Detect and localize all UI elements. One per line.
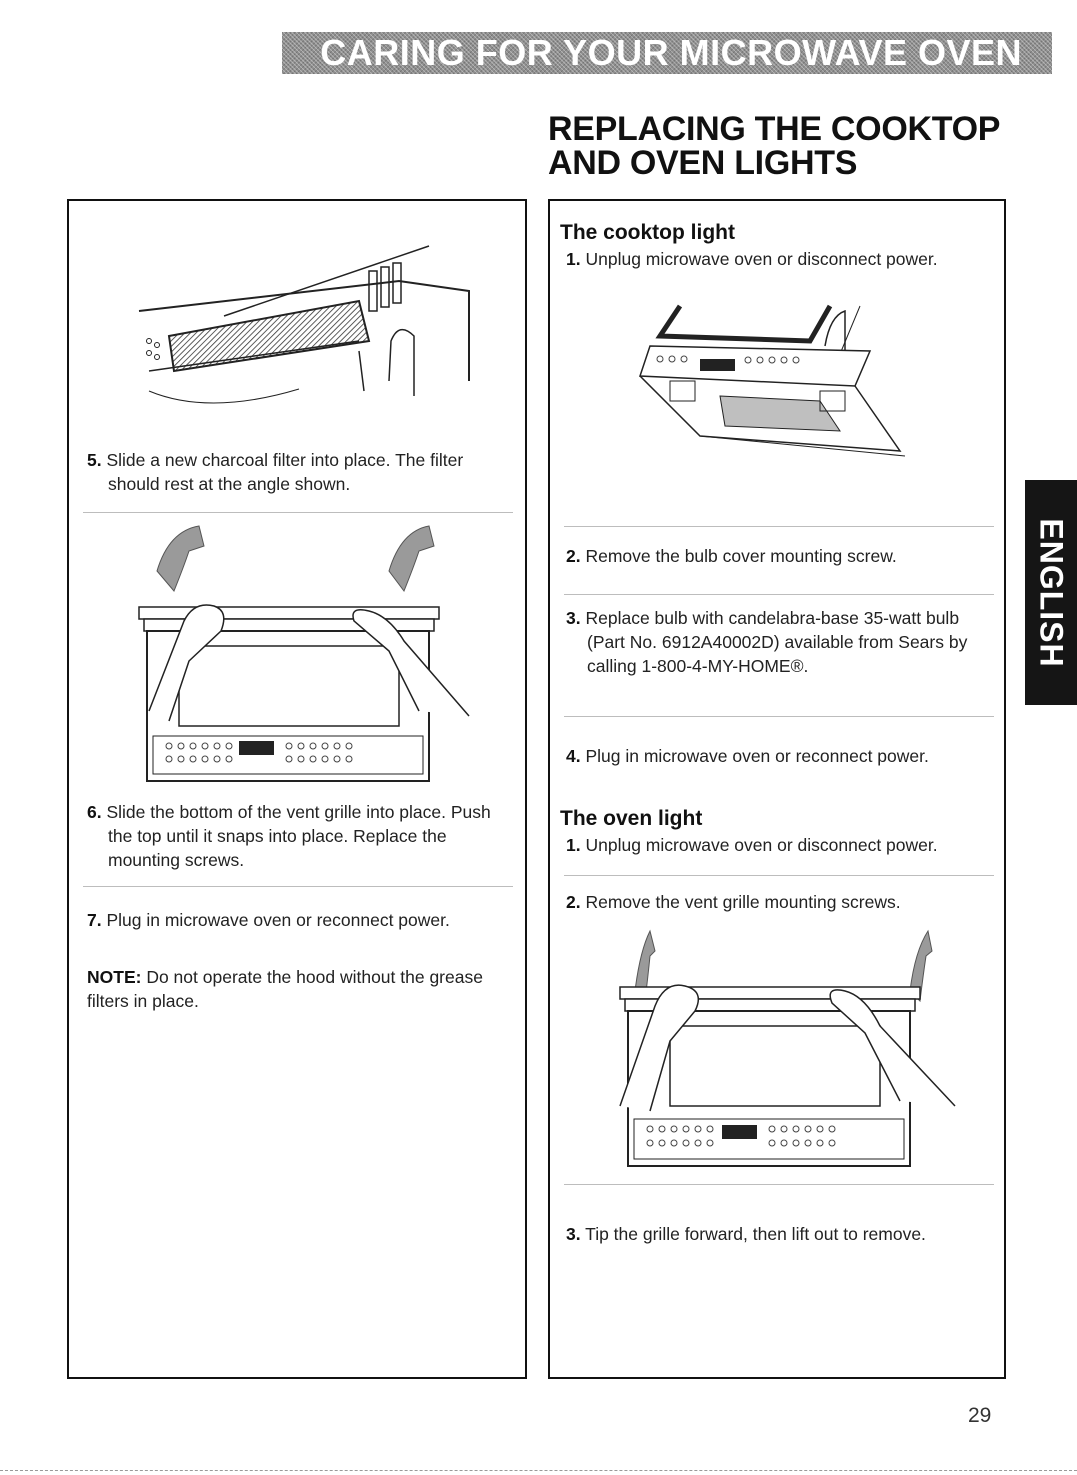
step-6-line-2: the top until it snaps into place. Replace the xyxy=(108,826,447,846)
step-6-number: 6. xyxy=(87,802,102,822)
cooktop-step-3 xyxy=(566,606,996,678)
note-line-1: Do not operate the hood without the grease xyxy=(146,967,483,987)
note xyxy=(87,965,517,1013)
oven-step-3-number: 3. xyxy=(566,1224,581,1244)
page-title-line-1: REPLACING THE COOKTOP xyxy=(548,110,1001,148)
step-6-line-3: mounting screws. xyxy=(108,850,245,870)
oven-light-heading: The oven light xyxy=(560,807,703,830)
page-number: 29 xyxy=(968,1404,992,1427)
cooktop-step-4-number: 4. xyxy=(566,746,581,766)
oven-step-1 xyxy=(566,833,996,857)
step-6-line-1: Slide the bottom of the vent grille into place. Push xyxy=(106,802,491,822)
cooktop-step-3-line-2: (Part No. 6912A40002D) available from Sears by xyxy=(587,632,968,652)
divider xyxy=(564,526,994,527)
language-tab xyxy=(1025,480,1077,705)
step-5-line-1: Slide a new charcoal filter into place. The filter xyxy=(106,450,464,470)
step-7 xyxy=(87,908,517,932)
oven-step-2-text: Remove the vent grille mounting screws. xyxy=(585,892,901,912)
cooktop-step-3-number: 3. xyxy=(566,608,581,628)
oven-step-1-number: 1. xyxy=(566,835,581,855)
oven-step-2 xyxy=(566,890,996,914)
page-title xyxy=(548,112,1028,180)
page-title-line-2: AND OVEN LIGHTS xyxy=(548,144,858,182)
charcoal-filter-illustration xyxy=(129,241,489,411)
divider xyxy=(564,716,994,717)
banner-text: CARING FOR YOUR MICROWAVE OVEN xyxy=(320,32,1022,73)
cooktop-light-illustration xyxy=(630,296,930,476)
divider xyxy=(83,512,513,513)
step-5 xyxy=(87,448,507,496)
divider xyxy=(564,875,994,876)
cooktop-step-2-text: Remove the bulb cover mounting screw. xyxy=(585,546,897,566)
oven-step-2-number: 2. xyxy=(566,892,581,912)
bottom-rule xyxy=(0,1470,1077,1471)
cooktop-step-2-number: 2. xyxy=(566,546,581,566)
cooktop-step-1 xyxy=(566,247,996,271)
cooktop-light-heading: The cooktop light xyxy=(560,221,735,244)
divider xyxy=(564,1184,994,1185)
cooktop-step-2 xyxy=(566,544,996,568)
vent-grille-removal-illustration xyxy=(610,931,970,1171)
cooktop-step-1-text: Unplug microwave oven or disconnect power. xyxy=(585,249,938,269)
cooktop-step-1-number: 1. xyxy=(566,249,581,269)
step-5-line-2: should rest at the angle shown. xyxy=(108,474,351,494)
cooktop-step-4 xyxy=(566,744,996,768)
section-banner xyxy=(282,32,1052,74)
oven-step-3 xyxy=(566,1222,996,1246)
oven-step-3-text: Tip the grille forward, then lift out to remove. xyxy=(585,1224,926,1244)
cooktop-step-3-line-1: Replace bulb with candelabra-base 35-watt bulb xyxy=(585,608,960,628)
cooktop-step-4-text: Plug in microwave oven or reconnect power. xyxy=(585,746,929,766)
cooktop-step-3-line-3: calling 1-800-4-MY-HOME®. xyxy=(587,656,809,676)
step-6 xyxy=(87,800,517,872)
oven-step-1-text: Unplug microwave oven or disconnect power. xyxy=(585,835,938,855)
right-panel xyxy=(548,199,1006,1379)
step-5-number: 5. xyxy=(87,450,102,470)
step-7-text: Plug in microwave oven or reconnect power. xyxy=(106,910,450,930)
vent-grille-illustration xyxy=(129,521,489,786)
left-panel xyxy=(67,199,527,1379)
step-7-number: 7. xyxy=(87,910,102,930)
divider xyxy=(564,594,994,595)
language-tab-label: ENGLISH xyxy=(1033,517,1070,668)
divider xyxy=(83,886,513,887)
note-line-2: filters in place. xyxy=(87,991,199,1011)
note-label: NOTE: xyxy=(87,967,142,987)
